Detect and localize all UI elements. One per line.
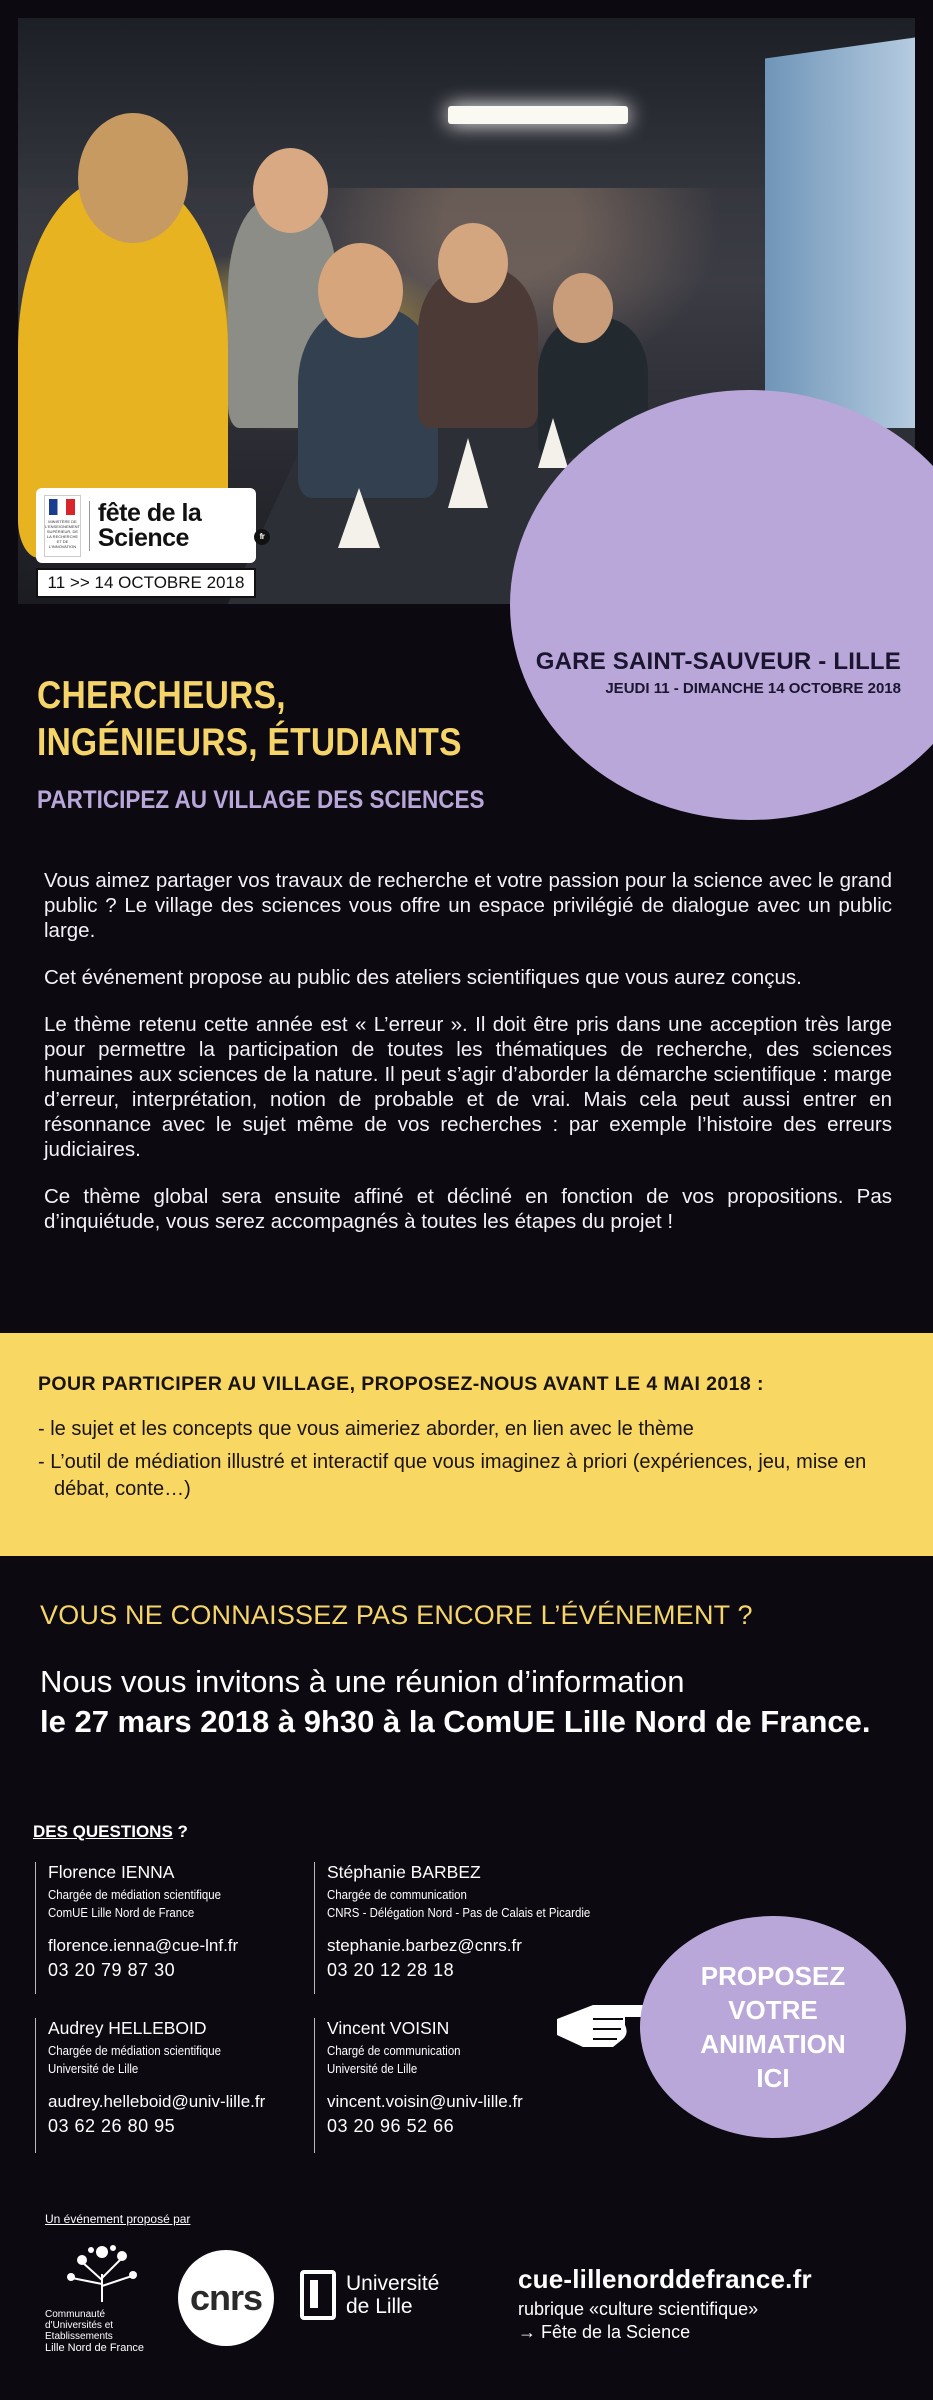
contact-org: Université de Lille	[327, 2061, 418, 2076]
contact-name: Florence IENNA	[48, 1862, 175, 1882]
ulille-text	[346, 2272, 439, 2318]
hero-adult-head	[253, 148, 328, 233]
body-text	[44, 868, 892, 1256]
comue-tree-icon	[57, 2244, 147, 2304]
logo-fr-badge: fr	[254, 529, 270, 545]
cta-line: PROPOSEZ	[700, 1961, 846, 1991]
contact-phone[interactable]: 03 20 96 52 66	[327, 2116, 455, 2136]
submission-list	[38, 1416, 908, 1509]
contact-role: Chargé de communication	[327, 2043, 461, 2058]
logo-title	[89, 498, 265, 552]
contact-org: CNRS - Délégation Nord - Pas de Calais et Picardie	[327, 1905, 591, 1920]
body-paragraph: Cet événement propose au public des ateliers scientifiques que vous aurez conçus.	[44, 966, 802, 989]
contact-card	[35, 2018, 265, 2153]
ulille-mark-icon	[300, 2270, 336, 2320]
cta-line: VOTRE	[728, 1995, 818, 2025]
logo-title-text: fête de la Science	[97, 498, 202, 552]
contact-name: Vincent VOISIN	[327, 2018, 450, 2038]
contact-role: Chargée de communication	[327, 1887, 467, 1902]
hero-visitor-head	[438, 223, 508, 303]
comue-text: d'Universités et Etablissements	[45, 2320, 114, 2342]
hero-child-head	[78, 113, 188, 243]
contact-phone[interactable]: 03 20 12 28 18	[327, 1960, 455, 1980]
event-question: VOUS NE CONNAISSEZ PAS ENCORE L’ÉVÉNEMENT ?	[40, 1600, 753, 1630]
submission-item: - L’outil de médiation illustré et interactif que vous imaginez à priori (expériences, jeu, mise en débat, conte…)	[38, 1451, 867, 1500]
ministry-text: MINISTÈRE DE L'ENSEIGNEMENT SUPÉRIEUR, DE LA RECHERCHE ET DE L'INNOVATION	[45, 518, 80, 549]
body-paragraph: Vous aimez partager vos travaux de recherche et votre passion pour la science avec le grand public ? Le village des sciences vous offre un espace privilégié de dialogue avec un public large.	[44, 869, 892, 942]
questions-heading	[33, 1822, 188, 1842]
contact-email-link[interactable]: audrey.helleboid@univ-lille.fr	[48, 2092, 266, 2111]
submission-band	[0, 1333, 933, 1556]
propose-animation-button[interactable]	[640, 1916, 906, 2138]
venue-block	[536, 648, 901, 697]
contact-org: ComUE Lille Nord de France	[48, 1905, 195, 1920]
questions-heading-mark: ?	[172, 1822, 188, 1841]
hero-child-blue-head	[318, 243, 403, 338]
comue-text: Communauté	[45, 2309, 106, 2320]
website-block	[518, 2264, 812, 2343]
venue-dates: JEUDI 11 - DIMANCHE 14 OCTOBRE 2018	[605, 680, 901, 697]
contact-name: Audrey HELLEBOID	[48, 2018, 207, 2038]
hero-visitor-2-head	[553, 273, 613, 343]
headline: CHERCHEURS, INGÉNIEURS, ÉTUDIANTS	[37, 674, 462, 764]
contact-card	[314, 2018, 523, 2153]
cnrs-logo: cnrs	[178, 2250, 274, 2346]
contact-role: Chargée de médiation scientifique	[48, 2043, 221, 2058]
questions-heading-text: DES QUESTIONS	[33, 1822, 173, 1841]
event-dates-badge: 11 >> 14 OCTOBRE 2018	[36, 568, 256, 598]
contact-phone[interactable]: 03 62 26 80 95	[48, 2116, 176, 2136]
contact-org: Université de Lille	[48, 2061, 139, 2076]
invite-date-line: le 27 mars 2018 à 9h30 à la ComUE Lille Nord de France.	[40, 1704, 871, 1739]
website-section-link[interactable]: → Fête de la Science	[518, 2322, 691, 2342]
contact-email-link[interactable]: vincent.voisin@univ-lille.fr	[327, 2092, 523, 2111]
fete-de-la-science-logo	[36, 488, 265, 563]
contact-email-link[interactable]: florence.ienna@cue-lnf.fr	[48, 1936, 239, 1955]
body-paragraph: Ce thème global sera ensuite affiné et décliné en fonction de vos propositions. Pas d’inquiétude, vous serez accompagnés à toutes les étapes du projet !	[44, 1185, 892, 1233]
contact-name: Stéphanie BARBEZ	[327, 1862, 481, 1882]
contact-email-link[interactable]: stephanie.barbez@cnrs.fr	[327, 1936, 522, 1955]
ulille-line: de Lille	[346, 2295, 413, 2318]
comue-logo	[45, 2244, 165, 2354]
ministry-logo	[44, 495, 81, 557]
ulille-line: Université	[346, 2272, 440, 2295]
cta-line: ANIMATION	[700, 2029, 846, 2059]
contact-phone[interactable]: 03 20 79 87 30	[48, 1960, 176, 1980]
proposed-by-label: Un événement proposé par	[45, 2212, 191, 2226]
hero-ceiling-light	[448, 106, 628, 124]
website-link[interactable]: cue-lillenorddefrance.fr	[518, 2264, 812, 2294]
venue-place: GARE SAINT-SAUVEUR - LILLE	[535, 648, 901, 675]
contact-role: Chargée de médiation scientifique	[48, 1887, 221, 1902]
submission-title: POUR PARTICIPER AU VILLAGE, PROPOSEZ-NOUS AVANT LE 4 MAI 2018 :	[38, 1373, 764, 1395]
universite-de-lille-logo	[300, 2270, 439, 2320]
contact-card	[314, 1862, 626, 1994]
website-rubric: rubrique «culture scientifique»	[518, 2299, 759, 2319]
french-flag-icon	[49, 499, 75, 515]
comue-text: Lille Nord de France	[45, 2342, 145, 2354]
submission-item: - le sujet et les concepts que vous aimeriez aborder, en lien avec le thème	[38, 1418, 694, 1440]
invite-line: Nous vous invitons à une réunion d’information	[40, 1664, 685, 1699]
contact-card	[35, 1862, 245, 1994]
body-paragraph: Le thème retenu cette année est « L’erreur ». Il doit être pris dans une acception très large pour permettre la participation de toutes les thématiques de recherche, des sciences humaines aux sciences de la nature. Il peut s’agir d’aborder la démarche scientifique : marge d’erreur, interprétation, notion de probable et de vrai. Mais cela peut aussi entrer en résonnance avec le sujet même de vos recherches : par exemple l’histoire des erreurs judiciaires.	[44, 1013, 892, 1161]
subheadline: PARTICIPEZ AU VILLAGE DES SCIENCES	[37, 786, 485, 814]
cta-line: ICI	[756, 2063, 790, 2093]
